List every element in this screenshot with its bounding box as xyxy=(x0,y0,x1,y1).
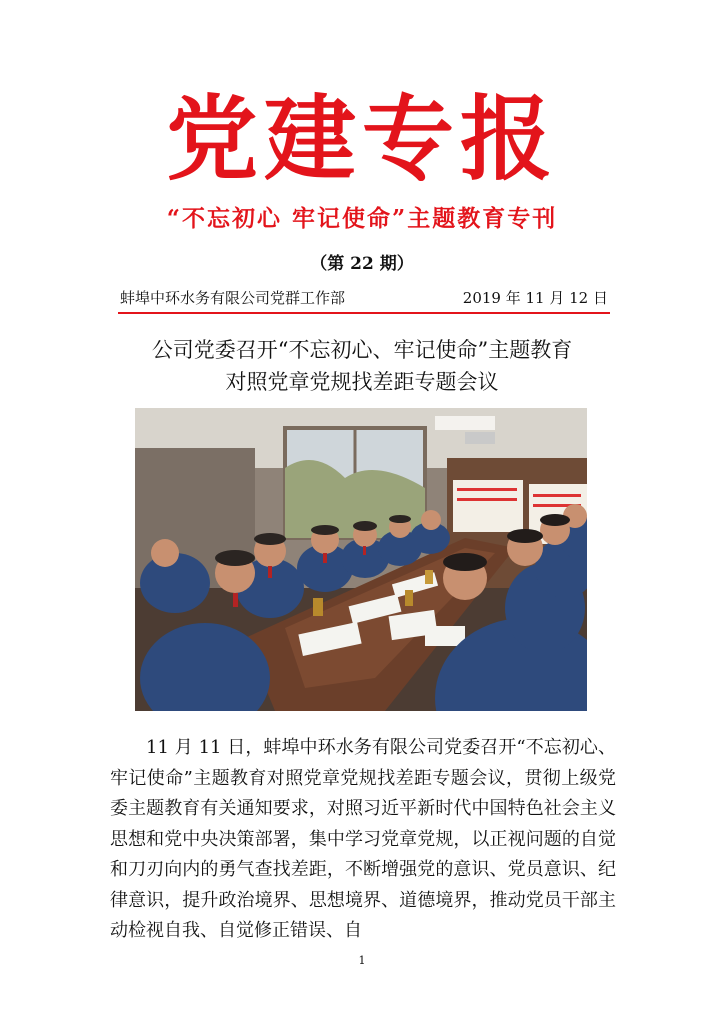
page-number: 1 xyxy=(358,954,366,967)
header-divider xyxy=(118,312,610,314)
body-paragraph: 11 月 11 日，蚌埠中环水务有限公司党委召开“不忘初心、牢记使命”主题教育对照党章党规找差距专题会议，贯彻上级党委主题教育有关通知要求，对照习近平新时代中国特色社会主义思想和党中央决策部署，集中学习党章党规，以正视问题的自觉和刀刃向内的勇气查找差距，不断增强党的意识、党员意识、纪律意识，提升政治境界、思想境界、道德境界，推动党员干部主动检视自我、自觉修正错误、自 xyxy=(110,737,616,941)
masthead-title: 党建专报 xyxy=(165,85,558,193)
meeting-photo xyxy=(135,408,587,711)
headline-line-2: 对照党章党规找差距专题会议 xyxy=(225,370,499,394)
headline-line-1: 公司党委召开“不忘初心、牢记使命”主题教育 xyxy=(151,338,573,362)
special-issue-subtitle: “不忘初心 牢记使命”主题教育专刊 xyxy=(166,205,558,232)
article-headline xyxy=(0,334,724,398)
publish-date: 2019 年 11 月 12 日 xyxy=(462,289,608,307)
publisher-row xyxy=(120,287,608,311)
publisher-department: 蚌埠中环水务有限公司党群工作部 xyxy=(120,289,346,307)
article-body xyxy=(110,733,616,947)
issue-number: （第 22 期） xyxy=(310,254,414,274)
